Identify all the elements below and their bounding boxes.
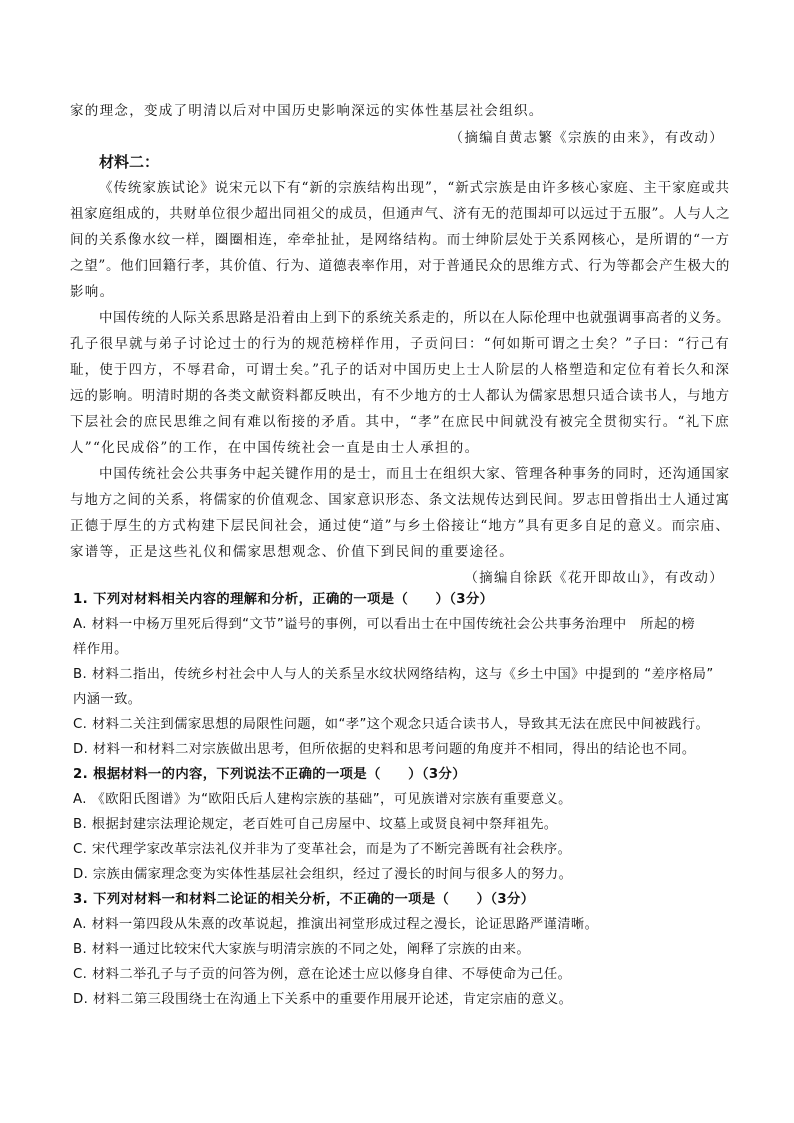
- question-2-stem: 2. 根据材料一的内容，下列说法不正确的一项是（ ）（3分）: [73, 767, 466, 782]
- question-2-option-d: D. 宗族由儒家理念变为实体性基层社会组织，经过了漫长的时间与很多人的努力。: [73, 867, 573, 882]
- material2-p1-line: 《传统家族试论》说宋元以下有“新的宗族结构出现”，“新式宗族是由许多核心家庭、主干家庭或共: [99, 180, 730, 196]
- material2-p2-line: 孔子很早就与弟子讨论过士的行为的规范榜样作用，子贡问曰：“何如斯可谓之士矣？”子曰：“行己有: [70, 336, 730, 352]
- question-1-option-d: D. 材料一和材料二对宗族做出思考，但所依据的史料和思考问题的角度并不相同，得出的结论也不同。: [73, 742, 696, 757]
- material2-p1-line: 间的关系像水纹一样，圈圈相连，牵牵扯扯，是网络结构。而士绅阶层处于关系网核心，是所谓的“一方: [70, 232, 730, 248]
- material1-source: （摘编自黄志繁《宗族的由来》，有改动）: [449, 130, 724, 146]
- material2-p1-line: 影响。: [70, 284, 115, 300]
- question-3-option-c: C. 材料二举孔子与子贡的问答为例，意在论述士应以修身自律、不辱使命为己任。: [73, 967, 572, 982]
- material1-last-line: 家的理念，变成了明清以后对中国历史影响深远的实体性基层社会组织。: [70, 103, 544, 119]
- question-1-option-a: A. 材料一中杨万里死后得到“文节”谥号的事例，可以看出士在中国传统社会公共事务治理中 所起的榜: [73, 617, 696, 632]
- question-2-option-b: B. 根据封建宗法理论规定，老百姓可自己房屋中、坟墓上或贤良祠中祭拜祖先。: [73, 817, 558, 832]
- material2-p3-line: 正德于厚生的方式构建下层民间社会，通过使“道”与乡土俗接让“地方”具有更多自足的意义。而宗庙、: [70, 518, 730, 534]
- material2-p3-line: 家谱等，正是这些礼仪和儒家思想观念、价值下到民间的重要途径。: [70, 544, 514, 560]
- question-1-stem: 1. 下列对材料相关内容的理解和分析，正确的一项是（ ）（3分）: [73, 592, 494, 607]
- material2-p3-line: 与地方之间的关系，将儒家的价值观念、国家意识形态、条文法规传达到民间。罗志田曾指出士人通过寓: [70, 492, 730, 508]
- material2-p1-line: 之望”。他们回籍行孝，其价值、行为、道德表率作用，对于普通民众的思维方式、行为等都会产生极大的: [70, 258, 730, 274]
- question-1-option-b: B. 材料二指出，传统乡村社会中人与人的关系呈水纹状网络结构，这与《乡土中国》中提到的 “差序格局”: [73, 667, 714, 682]
- material2-p2-line: 中国传统的人际关系思路是沿着由上到下的系统关系走的，所以在人际伦理中也就强调事高者的义务。: [99, 310, 730, 326]
- question-1-option-b-cont: 内涵一致。: [73, 692, 142, 707]
- question-2-option-a: A. 《欧阳氏图谱》为“欧阳氏后人建构宗族的基础”，可见族谱对宗族有重要意义。: [73, 792, 572, 807]
- material2-p2-line: 下层社会的庶民思维之间有难以衔接的矛盾。其中，“孝”在庶民中间就没有被完全贯彻实行。“礼下庶: [70, 414, 730, 430]
- question-3-stem: 3. 下列对材料一和材料二论证的相关分析，不正确的一项是（ ）（3分）: [73, 892, 535, 907]
- material2-p3-line: 中国传统社会公共事务中起关键作用的是士，而且士在组织大家、管理各种事务的同时，还沟通国家: [99, 466, 730, 482]
- question-3-option-d: D. 材料二第三段围绕士在沟通上下关系中的重要作用展开论述，肯定宗庙的意义。: [73, 992, 573, 1007]
- material2-p2-line: 耻，使于四方，不辱君命，可谓士矣。”孔子的话对中国历史上士人阶层的人格塑造和定位有着长久和深: [70, 362, 730, 378]
- question-3-option-b: B. 材料一通过比较宋代大家族与明清宗族的不同之处，阐释了宗族的由来。: [73, 942, 531, 957]
- material2-p2-line: 远的影响。明清时期的各类文献资料都反映出，有不少地方的士人都认为儒家思想只适合读书人，与地方: [70, 388, 730, 404]
- material2-heading: 材料二：: [99, 153, 160, 171]
- question-1-option-c: C. 材料二关注到儒家思想的局限性问题，如“孝”这个观念只适合读书人，导致其无法在庶民中间被践行。: [73, 717, 710, 732]
- question-1-option-a-cont: 样作用。: [73, 642, 128, 657]
- question-3-option-a: A. 材料一第四段从朱熹的改革说起，推演出祠堂形成过程之漫长，论证思路严谨清晰。: [73, 917, 599, 932]
- question-2-option-c: C. 宋代理学家改革宗法礼仪并非为了变革社会，而是为了不断完善既有社会秩序。: [73, 842, 572, 857]
- material2-p1-line: 祖家庭组成的，共财单位很少超出同祖父的成员，但通声气、济有无的范围却可以远过于五服”。人与人之: [70, 206, 730, 222]
- material2-source: （摘编自徐跃《花开即故山》，有改动）: [464, 570, 724, 586]
- material2-p2-line: 人”“化民成俗”的工作，在中国传统社会一直是由士人承担的。: [70, 440, 480, 456]
